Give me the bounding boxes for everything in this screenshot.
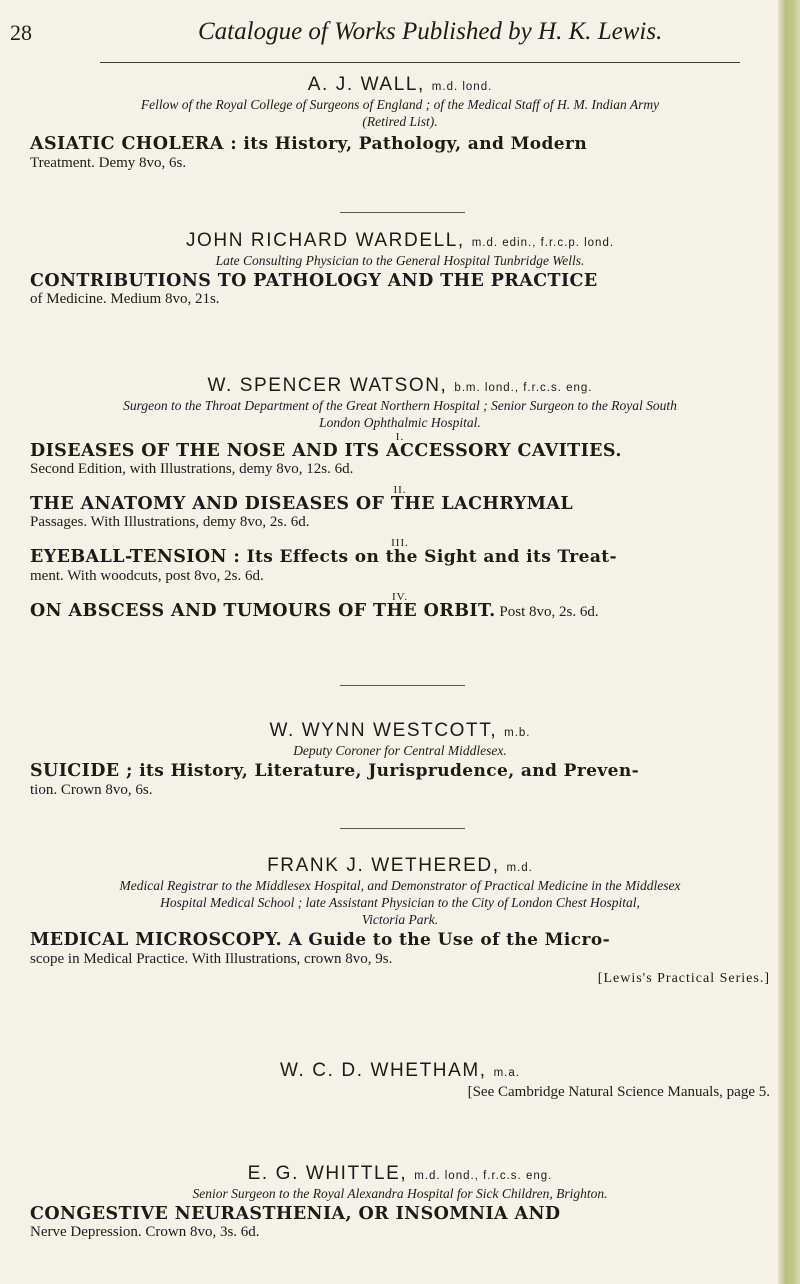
author-name xyxy=(30,1163,770,1185)
header-rule xyxy=(100,62,740,63)
work-description: of Medicine. Medium 8vo, 21s. xyxy=(30,290,220,307)
separator-rule xyxy=(340,828,465,829)
author-name xyxy=(30,375,770,397)
author-name xyxy=(30,720,770,742)
author-affiliation xyxy=(30,252,770,269)
catalogue-entry-wall xyxy=(30,74,770,172)
work-title-rest: its History, Pathology, and Modern xyxy=(237,134,588,154)
work-title-rest: its History, Literature, Jurisprudence, and Preven- xyxy=(132,761,640,781)
affiliation-line: Medical Registrar to the Middlesex Hospital, and Demonstrator of Practical Medicine in the Middlesex xyxy=(119,878,681,893)
affiliation-line: Victoria Park. xyxy=(361,912,439,927)
work-title: SUICIDE ; xyxy=(30,761,133,781)
work-title: DISEASES OF THE NOSE AND ITS ACCESSORY CAVITIES. xyxy=(30,441,622,461)
page-number: 28 xyxy=(10,20,32,45)
author-degrees: m.d. lond. xyxy=(431,81,493,93)
author-affiliation xyxy=(30,877,770,928)
work-title: MEDICAL MICROSCOPY. xyxy=(30,930,283,950)
affiliation-line: Hospital Medical School ; late Assistant Physician to the City of London Chest Hospital, xyxy=(160,895,640,910)
author-name xyxy=(30,1060,770,1082)
work-description: tion. Crown 8vo, 6s. xyxy=(30,781,153,798)
work-listing xyxy=(30,603,770,622)
work-numeral: IV. xyxy=(392,591,408,603)
author-affiliation xyxy=(30,1185,770,1202)
author-degrees: m.b. xyxy=(504,727,531,739)
author-name xyxy=(30,74,770,96)
author-name-text: FRANK J. WETHERED, xyxy=(267,855,500,876)
separator-rule xyxy=(340,685,465,686)
affiliation-line: Fellow of the Royal College of Surgeons of England ; of the Medical Staff of H. M. Indian Army xyxy=(140,97,660,112)
catalogue-entry-whetham xyxy=(30,1060,770,1101)
work-listing xyxy=(30,136,770,172)
book-page-edge xyxy=(778,0,800,1284)
work-description: scope in Medical Practice. With Illustrations, crown 8vo, 9s. xyxy=(30,950,393,967)
work-listing xyxy=(30,1206,770,1241)
page-header xyxy=(0,12,780,52)
work-listing xyxy=(30,932,770,988)
affiliation-line: (Retired List). xyxy=(362,114,438,129)
work-title: ON ABSCESS AND TUMOURS OF THE ORBIT. xyxy=(30,601,496,621)
work-listing xyxy=(30,763,770,799)
author-degrees: m.d. edin., f.r.c.p. lond. xyxy=(471,237,615,249)
work-title: ASIATIC CHOLERA : xyxy=(30,134,238,154)
author-degrees: m.d. lond., f.r.c.s. eng. xyxy=(414,1170,553,1182)
author-name xyxy=(30,855,770,877)
affiliation-line: Deputy Coroner for Central Middlesex. xyxy=(293,743,507,758)
work-numeral: I. xyxy=(395,431,405,443)
work-listing xyxy=(30,496,770,531)
catalogue-entry-westcott xyxy=(30,720,770,799)
work-description: Nerve Depression. Crown 8vo, 3s. 6d. xyxy=(30,1223,260,1240)
author-degrees: m.d. xyxy=(506,862,533,874)
work-description: Passages. With Illustrations, demy 8vo, 2s. 6d. xyxy=(30,513,310,530)
work-title: CONTRIBUTIONS TO PATHOLOGY AND THE PRACTICE xyxy=(30,271,598,291)
work-description: Second Edition, with Illustrations, demy 8vo, 12s. 6d. xyxy=(30,460,354,477)
author-name-text: JOHN RICHARD WARDELL, xyxy=(185,230,465,251)
affiliation-line: London Ophthalmic Hospital. xyxy=(319,415,481,430)
work-title-rest: Its Effects on the Sight and its Treat- xyxy=(240,547,618,567)
work-numeral: III. xyxy=(391,537,409,549)
catalogue-entry-wethered xyxy=(30,855,770,988)
author-name-text: W. SPENCER WATSON, xyxy=(207,375,448,396)
separator-rule xyxy=(340,212,465,213)
author-affiliation xyxy=(30,96,770,130)
author-name xyxy=(30,230,770,252)
author-name-text: A. J. WALL, xyxy=(307,74,425,95)
author-affiliation xyxy=(30,397,770,431)
work-listing xyxy=(30,443,770,478)
affiliation-line: Senior Surgeon to the Royal Alexandra Hospital for Sick Children, Brighton. xyxy=(192,1186,608,1201)
affiliation-line: Late Consulting Physician to the General Hospital Tunbridge Wells. xyxy=(215,253,585,268)
catalogue-entry-watson xyxy=(30,375,770,622)
work-title: THE ANATOMY AND DISEASES OF THE LACHRYMAL xyxy=(30,494,574,514)
author-name-text: W. WYNN WESTCOTT, xyxy=(269,720,498,741)
work-numeral: II. xyxy=(393,484,407,496)
author-degrees: m.a. xyxy=(493,1067,520,1079)
work-description: Treatment. Demy 8vo, 6s. xyxy=(30,154,187,171)
author-degrees: b.m. lond., f.r.c.s. eng. xyxy=(454,382,593,394)
work-title: CONGESTIVE NEURASTHENIA, OR INSOMNIA AND xyxy=(30,1204,561,1224)
running-title: Catalogue of Works Published by H. K. Lewis. xyxy=(198,18,663,45)
catalogue-entry-wardell xyxy=(30,230,770,308)
author-name-text: W. C. D. WHETHAM, xyxy=(280,1060,487,1081)
work-title: EYEBALL-TENSION : xyxy=(30,547,241,567)
author-name-text: E. G. WHITTLE, xyxy=(247,1163,408,1184)
work-description: ment. With woodcuts, post 8vo, 2s. 6d. xyxy=(30,567,264,584)
affiliation-line: Surgeon to the Throat Department of the Great Northern Hospital ; Senior Surgeon to the Royal South xyxy=(123,398,677,413)
cross-reference-note: [See Cambridge Natural Science Manuals, page 5. xyxy=(467,1084,770,1100)
work-title-rest: A Guide to the Use of the Micro- xyxy=(282,930,611,950)
author-affiliation xyxy=(30,742,770,759)
work-listing xyxy=(30,549,770,585)
catalogue-entry-whittle xyxy=(30,1163,770,1241)
work-listing xyxy=(30,273,770,308)
work-price: Post 8vo, 2s. 6d. xyxy=(495,604,599,620)
series-note: [Lewis's Practical Series.] xyxy=(597,971,770,986)
